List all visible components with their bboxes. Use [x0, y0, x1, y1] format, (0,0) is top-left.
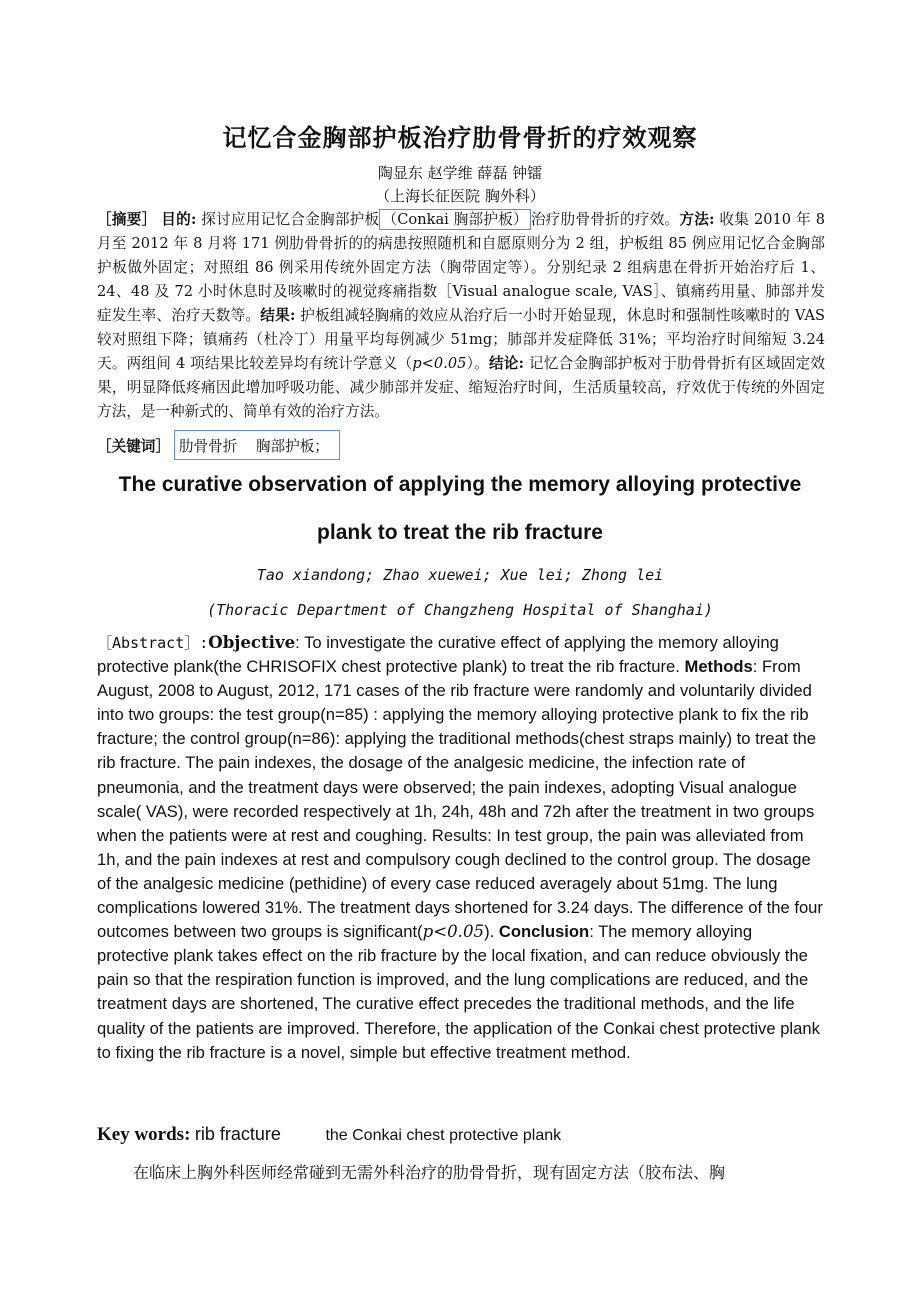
chinese-keywords: [97, 430, 340, 460]
english-methods-label: Methods: [684, 657, 753, 677]
english-keyword-2: the Conkai chest protective plank: [325, 1127, 562, 1144]
methods-label: 方法:: [679, 211, 715, 228]
conkai-highlight-box: （Conkai 胸部护板）: [379, 209, 531, 230]
english-affiliation: (Thoracic Department of Changzheng Hospital of Shanghai): [207, 601, 713, 619]
conclusion-label: 结论:: [488, 355, 525, 372]
english-keyword-1: rib fracture: [194, 1124, 281, 1144]
abstract-tag: ［摘要］: [97, 211, 157, 228]
english-methods-end: ).: [484, 922, 495, 942]
p-value: p<0.05: [412, 355, 467, 372]
english-methods-text: : From August, 2008 to August, 2012, 171 cases of the rib fracture were randomly and voluntarily divided into two groups: the test group(n=85) : applying the memory alloying protective plank to fix the rib fracture; the control group(n=86): applying the traditional methods(chest straps mainly) to treat the rib fracture. The pain indexes, the dosage of the analgesic medicine, the infection rate of pneumonia, and the treatment days were observed; the pain indexes, adopting Visual analogue scale( VAS), were recorded respectively at 1h, 24h, 48h and 72h after the treatment in two groups when the patients were at rest and coughing. Results: In test group, the pain was alleviated from 1h, and the pain indexes at rest and compulsory cough declined to the control group. The dosage of the analgesic medicine (pethidine) of every case reduced averagely about 51mg. The lung complications lowered 31%. The treatment days shortened for 3.24 days. The difference of the four outcomes between two groups is significant(: [97, 657, 823, 942]
english-keywords: [97, 1124, 561, 1146]
results-text: 护板组减轻胸痛的效应从治疗后一小时开始显现，休息时和强制性咳嗽时的 VAS 较对照组下降；镇痛药（杜冷丁）用量平均每例减少 51mg；肺部并发症降低 31%；平均治疗时间缩短 3.24 天。两组间 4 项结果比较差异均有统计学意义（: [97, 307, 825, 372]
english-objective-text: : To investigate the curative effect of applying the memory alloying protective plank(the CHRISOFIX chest protective plank) to treat the rib fracture.: [97, 633, 779, 677]
body-paragraph: 在临床上胸外科医师经常碰到无需外科治疗的肋骨骨折，现有固定方法（胶布法、胸: [133, 1163, 726, 1182]
objective-label: 目的:: [161, 211, 197, 228]
keywords-highlight-box: [174, 430, 340, 460]
methods-text: 收集 2010 年 8 月至 2012 年 8 月将 171 例肋骨骨折的的病患按照随机和自愿原则分为 2 组，护板组 85 例应用记忆合金胸部护板做外固定；对照组 86 例采用传统外固定方法（胸带固定等）。分别纪录 2 组病患在骨折开始治疗后 1、24、48 及 72 小时休息时及咳嗽时的视觉疼痛指数［Visual analogue scale, VAS］、镇痛药用量、肺部并发症发生率、治疗天数等。: [97, 211, 825, 324]
keywords-tag: ［关键词］: [97, 437, 170, 455]
chinese-abstract: [97, 208, 825, 424]
english-conclusion-label: Conclusion: [498, 922, 590, 942]
english-objective-label: Objective: [208, 632, 296, 652]
results-end: ）。: [466, 355, 489, 372]
chinese-title: 记忆合金胸部护板治疗肋骨骨折的疗效观察: [222, 123, 698, 152]
english-p-value: p<0.05: [422, 922, 485, 942]
english-conclusion-text: : The memory alloying protective plank takes effect on the rib fracture by the local fixation, and can reduce obviously the pain so that the respiration function is improved, and the lung complications are reduced, and the treatment days are shortened, The curative effect precedes the traditional methods, and the life quality of the patients are improved. Therefore, the application of the Conkai chest protective plank to fixing the rib fracture is a novel, simple but effective treatment method.: [97, 922, 820, 1062]
english-keywords-label: Key words:: [97, 1124, 191, 1145]
english-title-line2: plank to treat the rib fracture: [317, 521, 603, 544]
objective-text-end: 治疗肋骨骨折的疗效。: [530, 211, 680, 228]
english-abstract: [97, 630, 825, 1065]
conclusion-text: 记忆合金胸部护板对于肋骨骨折有区域固定效果，明显降低疼痛因此增加呼吸功能、减少肺部并发症、缩短治疗时间，生活质量较高，疗效优于传统的外固定方法，是一种新式的、简单有效的治疗方法。: [97, 355, 825, 420]
chinese-affiliation: （上海长征医院 胸外科）: [375, 187, 545, 205]
english-abstract-tag: ［Abstract］:: [97, 634, 209, 652]
english-title-line1: The curative observation of applying the memory alloying protective: [118, 473, 802, 496]
english-authors: Tao xiandong; Zhao xuewei; Xue lei; Zhong lei: [256, 566, 664, 584]
chinese-authors: 陶显东 赵学维 薛磊 钟镭: [377, 164, 543, 182]
objective-text: 探讨应用记忆合金胸部护板: [196, 211, 380, 228]
keywords-text: 肋骨骨折 胸部护板；: [178, 437, 329, 455]
results-label: 结果:: [260, 307, 296, 324]
